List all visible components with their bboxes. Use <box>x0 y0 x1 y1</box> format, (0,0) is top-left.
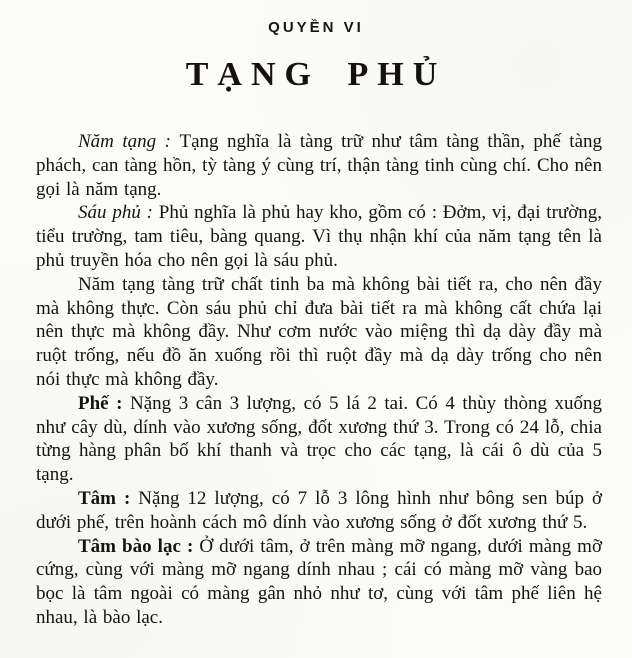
paragraph-lead: Sáu phủ : <box>78 202 159 224</box>
paragraph <box>36 130 602 201</box>
paragraph <box>36 487 602 535</box>
paragraph <box>36 201 602 272</box>
paragraph-lead: Tâm : <box>78 487 139 509</box>
body-text <box>36 130 602 630</box>
paragraph-body: Phủ nghĩa là phủ hay kho, gồm có : Đởm, vị, đại trường, tiểu trường, tam tiêu, bàng quang. Vì thụ nhận khí của năm tạng tên là phủ truyền hóa cho nên gọi là sáu phủ. <box>36 202 602 271</box>
paragraph-body: Tạng nghĩa là tàng trữ như tâm tàng thần, phế tàng phách, can tàng hồn, tỳ tàng ý cùng trí, thận tàng tinh cùng chí. Cho nên gọi là năm tạng. <box>36 131 603 200</box>
paragraph-lead: Tâm bào lạc : <box>78 535 200 557</box>
paragraph-body: Nặng 12 lượng, có 7 lỗ 3 lông hình như bông sen búp ở dưới phế, trên hoành cách mô dính vào xương sống ở đốt xương thứ 5. <box>36 487 602 533</box>
paragraph-body: Nặng 3 cân 3 lượng, có 5 lá 2 tai. Có 4 thùy thòng xuống như cây dù, dính vào xương sống, đốt xương thứ 3. Trong có 24 lỗ, chia từng hàng phân bố khí thanh và trọc cho các tạng, là cái ô dù của 5 tạng. <box>36 392 603 486</box>
paragraph-lead: Phế : <box>78 392 131 414</box>
paragraph-body: Năm tạng tàng trữ chất tinh ba mà không bài tiết ra, cho nên đầy mà không thực. Còn sáu phủ chỉ đưa bài tiết ra mà không cất chứa lại nên thực mà không đầy. Như cơm nước vào miệng thì dạ dày đầy mà ruột trống, nếu đồ ăn xuống rồi thì ruột đầy mà dạ dày trống cho nên nói thực mà không đầy. <box>36 273 602 390</box>
page-title: TẠNG PHỦ <box>185 56 447 93</box>
paragraph-lead: Năm tạng : <box>78 131 180 152</box>
paragraph-body: Ở dưới tâm, ở trên màng mỡ ngang, dưới màng mỡ cứng, cùng với màng mỡ ngang dính nhau ; cái có màng mỡ vàng bao bọc là tâm ngoài có màng gân nhỏ như tơ, cùng với tâm phế liên hệ nhau, là bào lạc. <box>36 535 602 628</box>
paragraph <box>36 535 602 630</box>
volume-heading: QUYỀN VI <box>268 19 364 36</box>
paragraph <box>36 273 602 392</box>
paragraph <box>36 392 602 487</box>
